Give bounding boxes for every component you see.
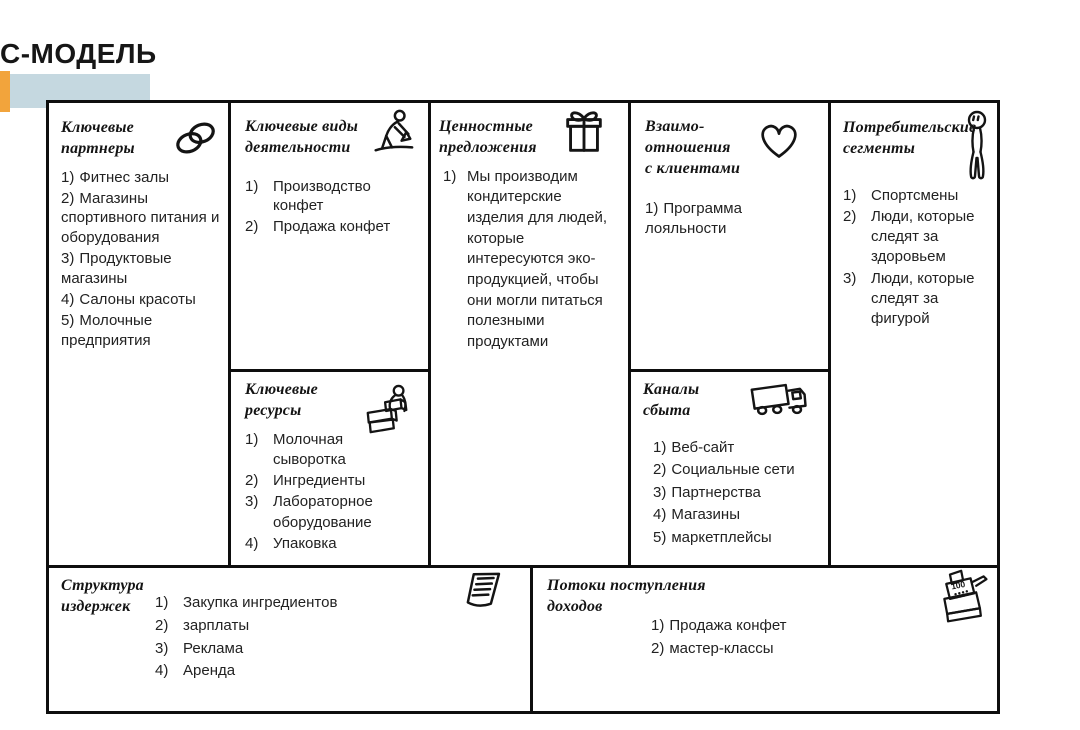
list-item: 2) мастер-классы — [651, 639, 774, 657]
value-list — [439, 167, 616, 353]
block-title: Взаимо- отношения с клиентами — [645, 118, 741, 177]
block-title: Потребительские сегменты — [843, 119, 977, 157]
list-item: 2) Продажа конфет — [245, 217, 391, 235]
block-revenue-streams — [533, 568, 997, 711]
list-item: 3) Реклама — [155, 639, 244, 657]
list-item: 4) Салоны красоты — [61, 291, 196, 309]
relationships-list — [645, 199, 787, 239]
block-channels — [631, 372, 831, 568]
block-title: Ключевые ресурсы — [245, 381, 318, 419]
block-title: Потоки поступления доходов — [547, 577, 706, 615]
resources-list — [245, 430, 420, 555]
cash-register-display: 100 — [950, 578, 966, 592]
list-item: 3) Партнерства — [653, 483, 761, 501]
list-item: 1) Молочная сыворотка — [245, 430, 346, 468]
list-item: 2) зарплаты — [155, 616, 250, 634]
gift-icon — [560, 109, 608, 159]
block-key-partners — [49, 103, 231, 568]
list-item: 4) Аренда — [155, 662, 236, 680]
business-model-canvas — [46, 100, 1000, 714]
block-cost-structure — [49, 568, 533, 711]
list-item: 4) Магазины — [653, 506, 740, 524]
digging-person-icon — [366, 109, 418, 157]
list-item: 1) Спортсмены — [843, 186, 959, 204]
channels-list — [643, 438, 820, 548]
list-item: 2) Ингредиенты — [245, 472, 366, 490]
costs-list — [155, 594, 337, 685]
receipt-icon — [460, 568, 506, 614]
rings-icon — [172, 118, 220, 158]
list-item: 2) Люди, которые следят за здоровьем — [843, 207, 975, 266]
revenue-list — [651, 616, 787, 661]
list-item: 1) Программа лояльности — [645, 200, 742, 238]
block-customer-segments — [831, 103, 997, 568]
activities-list — [245, 177, 420, 237]
block-title: Ключевые виды деятельности — [245, 118, 359, 156]
list-item: 1) Производство конфет — [245, 177, 371, 215]
block-value-propositions — [431, 103, 631, 568]
block-customer-relationships — [631, 103, 831, 372]
truck-icon — [748, 380, 814, 424]
list-item: 5) маркетплейсы — [653, 528, 772, 546]
list-item: 1) Продажа конфет — [651, 617, 787, 634]
partners-list — [61, 168, 220, 351]
list-item: 4) Упаковка — [245, 534, 337, 552]
list-item: 1) Мы производим кондитерские изделия для людей, которые интересуются эко-продукцией, чтобы они могли питаться полезными продуктами — [443, 167, 608, 351]
block-key-resources — [231, 372, 431, 568]
accent-bar-orange — [0, 71, 10, 112]
heart-icon — [756, 119, 802, 161]
list-item: 3) Продуктовые магазины — [61, 250, 172, 288]
person-icon — [961, 110, 993, 190]
list-item: 1) Фитнес залы — [61, 168, 170, 186]
block-title: Ключевые партнеры — [61, 119, 135, 157]
block-title: Ценностные предложения — [439, 118, 537, 156]
block-key-activities — [231, 103, 431, 372]
list-item: 5) Молочные предприятия — [61, 312, 153, 350]
list-item: 2) Магазины спортивного питания и оборудования — [61, 189, 220, 247]
block-title: Каналы сбыта — [643, 381, 700, 419]
cash-register-icon — [935, 564, 993, 630]
list-item: 2) Социальные сети — [653, 461, 795, 479]
list-item: 3) Люди, которые следят за фигурой — [843, 269, 975, 328]
list-item: 1) Веб-сайт — [653, 438, 735, 456]
list-item: 3) Лабораторное оборудование — [245, 493, 373, 531]
block-title: Структура издержек — [61, 577, 144, 615]
segments-list — [843, 186, 991, 330]
page-title: С-МОДЕЛЬ — [0, 38, 157, 69]
person-with-boxes-icon — [360, 384, 416, 436]
list-item: 1) Закупка ингредиентов — [155, 594, 338, 611]
